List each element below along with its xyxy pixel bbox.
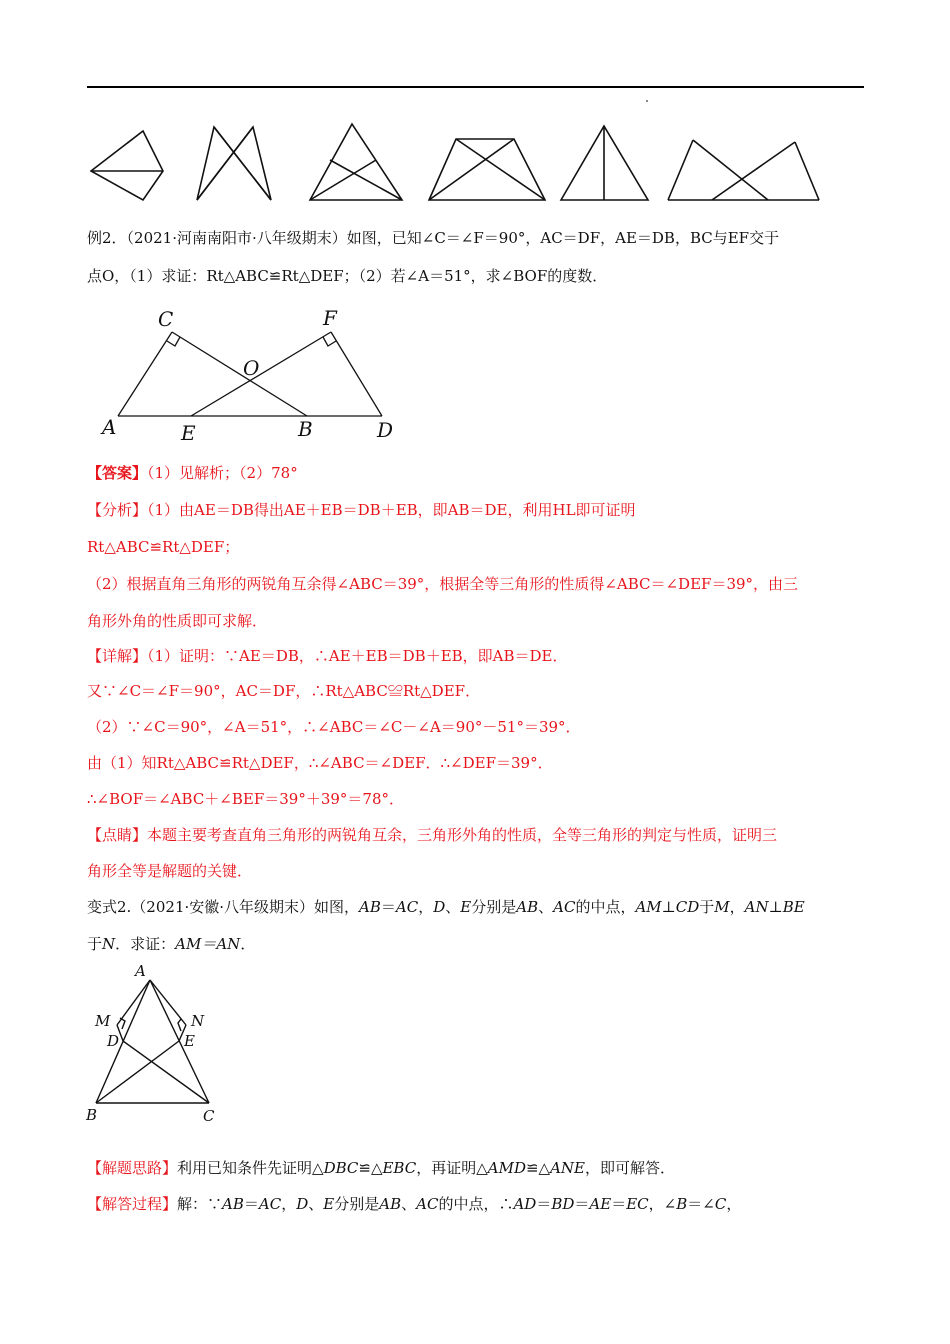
answer-tag: 【答案】 — [87, 464, 148, 482]
variant-line-1: 变式2.（2021·安徽·八年级期末）如图，AB＝AC，D、E分别是AB、AC的中点，AM⊥CD于M，AN⊥BE — [87, 898, 805, 916]
answer-text: （1）见解析；（2）78° — [147, 464, 298, 482]
variant-figure — [85, 962, 235, 1130]
detail-line-3: （2）∵∠C＝90°，∠A＝51°，∴∠ABC＝∠C－∠A＝90°－51°＝39°． — [87, 718, 581, 736]
label-a2: A — [135, 962, 146, 980]
label-n: N — [191, 1012, 205, 1030]
example-line-2: 点O，（1）求证：Rt△ABC≌Rt△DEF；（2）若∠A＝51°，求∠BOF的度数． — [87, 267, 608, 285]
scan-dot — [646, 100, 648, 102]
label-b: B — [298, 417, 313, 441]
comment-line-1 — [87, 824, 777, 846]
header-rule — [87, 86, 864, 88]
shapes-row-figure — [85, 118, 830, 208]
comment-text-1: 本题主要考查直角三角形的两锐角互余，三角形外角的性质，全等三角形的判定与性质，证明三 — [147, 826, 778, 844]
process-tag: 【解答过程】 — [87, 1195, 178, 1213]
idea-tag: 【解题思路】 — [87, 1159, 178, 1177]
w-shape — [197, 127, 271, 200]
variant-line-2: 于N．求证：AM＝AN． — [87, 935, 256, 953]
detail-line-1 — [87, 645, 568, 667]
analysis-line-1 — [87, 499, 636, 521]
kite-shape — [91, 131, 163, 200]
analysis-tag: 【分析】 — [87, 501, 148, 519]
label-d: D — [377, 418, 394, 442]
label-b2: B — [86, 1106, 98, 1124]
example-line-1: 例2．（2021·河南南阳市·八年级期末）如图，已知∠C＝∠F＝90°，AC＝DF，AE＝DB，BC与EF交于 — [87, 229, 780, 247]
label-d2: D — [107, 1032, 120, 1050]
label-a: A — [102, 415, 117, 439]
analysis-text-1: （1）由AE＝DB得出AE＋EB＝DB＋EB，即AB＝DE，利用HL即可证明 — [147, 501, 636, 519]
answer-line — [87, 462, 298, 484]
detail-text-1: （1）证明：∵AE＝DB，∴AE＋EB＝DB＋EB，即AB＝DE． — [147, 647, 568, 665]
detail-line-2: 又∵∠C＝∠F＝90°，AC＝DF，∴Rt△ABC≌Rt△DEF． — [87, 682, 481, 700]
triangle-cross-shape — [310, 124, 402, 200]
process-line: 【解答过程】解：∵AB＝AC，D、E分别是AB、AC的中点，∴AD＝BD＝AE＝EC，∠B＝∠C， — [87, 1195, 742, 1213]
detail-line-5: ∴∠BOF＝∠ABC＋∠BEF＝39°＋39°＝78°． — [87, 790, 405, 808]
label-c: C — [158, 307, 174, 331]
label-c2: C — [203, 1107, 215, 1125]
detail-line-4: 由（1）知Rt△ABC≌Rt△DEF，∴∠ABC＝∠DEF．∴∠DEF＝39°． — [87, 754, 553, 772]
trapezoid-x-shape — [429, 139, 545, 200]
label-e: E — [181, 421, 196, 445]
analysis-line-2: Rt△ABC≌Rt△DEF； — [87, 538, 240, 556]
comment-line-2: 角形全等是解题的关键． — [87, 862, 253, 880]
analysis-line-3: （2）根据直角三角形的两锐角互余得∠ABC＝39°，根据全等三角形的性质得∠ABC＝∠DEF＝39°，由三 — [87, 575, 799, 593]
label-f: F — [323, 306, 337, 330]
overlap-triangles-shape — [668, 140, 693, 200]
idea-line: 【解题思路】利用已知条件先证明△DBC≌△EBC，再证明△AMD≌△ANE，即可解答． — [87, 1159, 676, 1177]
detail-tag: 【详解】 — [87, 647, 148, 665]
comment-tag: 【点睛】 — [87, 826, 148, 844]
label-e2: E — [184, 1032, 195, 1050]
example-figure — [95, 300, 415, 450]
label-m: M — [95, 1012, 111, 1030]
analysis-line-4: 角形外角的性质即可求解． — [87, 612, 268, 630]
label-o: O — [243, 356, 260, 380]
